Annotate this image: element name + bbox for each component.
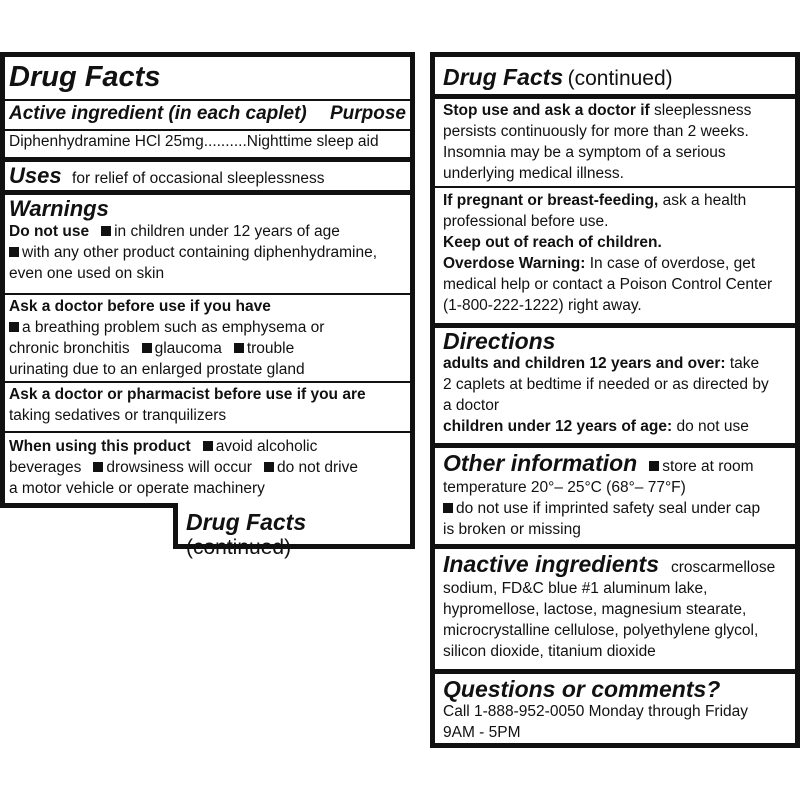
when-using-item-1: avoid alcoholic	[215, 438, 318, 455]
other-info-item-1b: temperature 20°– 25°C (68°– 77°F)	[443, 479, 686, 496]
other-info-heading: Other information	[443, 450, 638, 476]
pregnancy-text-2: professional before use.	[443, 213, 609, 230]
inactive-ingredients-text-3: hypromellose, lactose, magnesium stearate,	[443, 601, 747, 618]
stop-use-text-3: Insomnia may be a symptom of a serious	[443, 144, 726, 161]
bullet-icon	[234, 343, 244, 353]
purpose-heading: Purpose	[329, 103, 406, 124]
right-title-suffix: (continued)	[567, 67, 673, 90]
directions-adults-text: take	[729, 355, 760, 372]
ask-pharmacist-section	[5, 381, 410, 429]
uses-row	[5, 157, 410, 189]
inactive-ingredients-heading: Inactive ingredients	[443, 551, 660, 577]
when-using-item-1b: beverages	[9, 459, 82, 476]
questions-heading: Questions or comments?	[443, 676, 721, 702]
overdose-text-3: (1-800-222-1222) right away.	[443, 297, 642, 314]
ask-pharmacist-heading: Ask a doctor or pharmacist before use if you are	[9, 386, 366, 403]
left-title-row	[5, 62, 410, 96]
do-not-use-item-2: with any other product containing diphenhydramine,	[22, 244, 378, 261]
overdose-text-2: medical help or contact a Poison Control Center	[443, 276, 773, 293]
drug-facts-left-panel	[0, 52, 415, 508]
active-ingredient-heading: Active ingredient (in each caplet)	[9, 103, 307, 124]
right-title-row	[435, 62, 795, 96]
ask-doctor-item-1: a breathing problem such as emphysema or	[22, 319, 325, 336]
questions-section	[435, 669, 795, 743]
bullet-icon	[264, 462, 274, 472]
pregnancy-section	[435, 186, 795, 318]
directions-heading: Directions	[443, 328, 556, 354]
when-using-item-3: do not drive	[276, 459, 358, 476]
ask-doctor-heading: Ask a doctor before use if you have	[9, 298, 271, 315]
other-info-item-2: do not use if imprinted safety seal under cap	[456, 500, 761, 517]
directions-adults-text-3: a doctor	[443, 397, 500, 414]
overdose-label: Overdose Warning:	[443, 255, 586, 272]
bullet-icon	[649, 461, 659, 471]
stop-use-section	[435, 94, 795, 185]
when-using-section	[5, 431, 410, 501]
stop-use-text-1: sleeplessness	[654, 102, 752, 119]
bullet-icon	[443, 503, 453, 513]
directions-children-label: children under 12 years of age:	[443, 418, 673, 435]
active-ingredient-heading-row	[5, 99, 410, 125]
inactive-ingredients-text-2: sodium, FD&C blue #1 aluminum lake,	[443, 580, 708, 597]
warnings-section	[5, 190, 410, 290]
do-not-use-label: Do not use	[9, 223, 90, 240]
inactive-ingredients-text-1: croscarmellose	[671, 559, 776, 576]
questions-text-1: Call 1-888-952-0050 Monday through Friday	[443, 703, 749, 720]
continued-title: Drug Facts	[186, 509, 307, 535]
ask-doctor-item-3: trouble	[246, 340, 295, 357]
continued-suffix: (continued)	[186, 536, 292, 559]
bullet-icon	[9, 322, 19, 332]
ingredient-row	[5, 129, 410, 153]
stop-use-text-4: underlying medical illness.	[443, 165, 624, 182]
keep-out-text: Keep out of reach of children.	[443, 234, 662, 251]
right-title: Drug Facts	[443, 64, 564, 90]
ask-pharmacist-text: taking sedatives or tranquilizers	[9, 407, 227, 424]
bullet-icon	[93, 462, 103, 472]
other-info-section	[435, 443, 795, 544]
inactive-ingredients-text-4: microcrystalline cellulose, polyethylene glycol,	[443, 622, 759, 639]
do-not-use-item-2b: even one used on skin	[9, 265, 165, 282]
do-not-use-item-1: in children under 12 years of age	[114, 223, 340, 240]
when-using-label: When using this product	[9, 438, 191, 455]
inactive-ingredients-text-5: silicon dioxide, titanium dioxide	[443, 643, 656, 660]
directions-children-text: do not use	[676, 418, 749, 435]
inactive-ingredients-section	[435, 544, 795, 669]
pregnancy-label: If pregnant or breast-feeding,	[443, 192, 659, 209]
uses-text: for relief of occasional sleeplessness	[72, 170, 325, 187]
drug-facts-right-panel	[430, 52, 800, 748]
stop-use-label: Stop use and ask a doctor if	[443, 102, 650, 119]
uses-heading: Uses	[9, 163, 62, 188]
when-using-item-2: drowsiness will occur	[106, 459, 252, 476]
directions-section	[435, 323, 795, 443]
drug-facts-continued-tab	[173, 503, 415, 559]
when-using-item-3b: a motor vehicle or operate machinery	[9, 480, 265, 497]
ask-doctor-item-2: glaucoma	[154, 340, 222, 357]
directions-adults-label: adults and children 12 years and over:	[443, 355, 726, 372]
overdose-text: In case of overdose, get	[589, 255, 756, 272]
bullet-icon	[142, 343, 152, 353]
other-info-item-2b: is broken or missing	[443, 521, 581, 538]
directions-adults-text-2: 2 caplets at bedtime if needed or as directed by	[443, 376, 769, 393]
ask-doctor-item-3b: urinating due to an enlarged prostate gland	[9, 361, 305, 378]
pregnancy-text: ask a health	[662, 192, 747, 209]
bullet-icon	[101, 226, 111, 236]
ask-doctor-section	[5, 293, 410, 379]
warnings-heading: Warnings	[9, 196, 109, 221]
other-info-item-1: store at room	[662, 458, 754, 475]
left-title: Drug Facts	[9, 61, 161, 93]
bullet-icon	[203, 441, 213, 451]
ingredient-text: Diphenhydramine HCl 25mg..........Nighttime sleep aid	[9, 133, 379, 150]
bullet-icon	[9, 247, 19, 257]
questions-text-2: 9AM - 5PM	[443, 724, 521, 741]
ask-doctor-item-1b: chronic bronchitis	[9, 340, 130, 357]
stop-use-text-2: persists continuously for more than 2 weeks.	[443, 123, 749, 140]
